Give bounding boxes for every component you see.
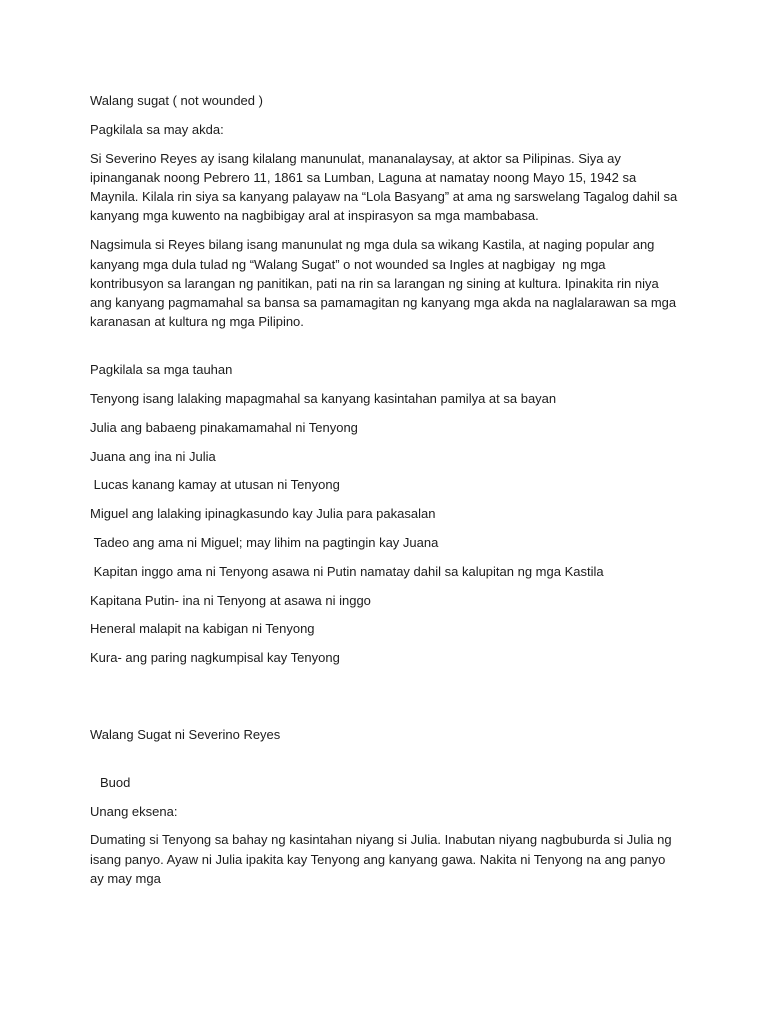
summary-heading: Buod (100, 774, 131, 790)
characters-heading: Pagkilala sa mga tauhan (90, 362, 233, 378)
scene-heading: Unang eksena: (90, 803, 178, 819)
character-item: Kura- ang paring nagkumpisal kay Tenyong (90, 650, 340, 666)
author-paragraph-1: Si Severino Reyes ay isang kilalang manunulat, mananalaysay, at aktor sa Pilipinas. Siya ay ipinanganak noong Pebrero 11, 1861 sa Lumban, Laguna at namatay noong Mayo 15, 1942 sa Maynila. Kilala rin siya sa kanyang palayaw na “Lola Basyang” at ama ng sarswelang Tagalog dahil sa kanyang mga kuwento na nagbibigay aral at inspirasyon sa mga mambabasa. (90, 150, 681, 224)
author-heading: Pagkilala sa may akda: (90, 121, 224, 137)
spacer (90, 341, 680, 360)
character-item: Tadeo ang ama ni Miguel; may lihim na pagtingin kay Juana (90, 535, 439, 551)
character-item: Julia ang babaeng pinakamamahal ni Tenyong (90, 419, 358, 435)
scene-paragraph: Dumating si Tenyong sa bahay ng kasintahan niyang si Julia. Inabutan niyang nagbuburda si Julia ng isang panyo. Ayaw ni Julia ipakita kay Tenyong ang kanyang gawa. Nakita ni Tenyong na ang panyo ay may mga (90, 832, 676, 887)
document-body (90, 91, 680, 898)
spacer (90, 754, 680, 773)
spacer (90, 677, 680, 725)
character-item: Kapitana Putin- ina ni Tenyong at asawa ni inggo (90, 592, 371, 608)
character-item: Miguel ang lalaking ipinagkasundo kay Julia para pakasalan (90, 506, 436, 522)
character-item: Tenyong isang lalaking mapagmahal sa kanyang kasintahan pamilya at sa bayan (90, 391, 557, 407)
character-item: Lucas kanang kamay at utusan ni Tenyong (90, 477, 340, 493)
author-paragraph-2: Nagsimula si Reyes bilang isang manunulat ng mga dula sa wikang Kastila, at naging popular ang kanyang mga dula tulad ng “Walang Sugat” o not wounded sa Ingles at nagbigay ng mga kontribusyon sa larangan ng panitikan, pati na rin sa larangan ng sining at kultura. Ipinakita rin niya ang kanyang pagmamahal sa bansa sa pamamagitan ng kanyang mga akda na naglalarawan sa mga karanasan at kultura ng mga Pilipino. (90, 237, 680, 330)
document-title: Walang sugat ( not wounded ) (90, 93, 263, 108)
character-item: Heneral malapit na kabigan ni Tenyong (90, 621, 315, 637)
character-item: Juana ang ina ni Julia (90, 448, 216, 464)
character-item: Kapitan inggo ama ni Tenyong asawa ni Putin namatay dahil sa kalupitan ng mga Kastila (90, 563, 604, 579)
work-title: Walang Sugat ni Severino Reyes (90, 727, 281, 743)
